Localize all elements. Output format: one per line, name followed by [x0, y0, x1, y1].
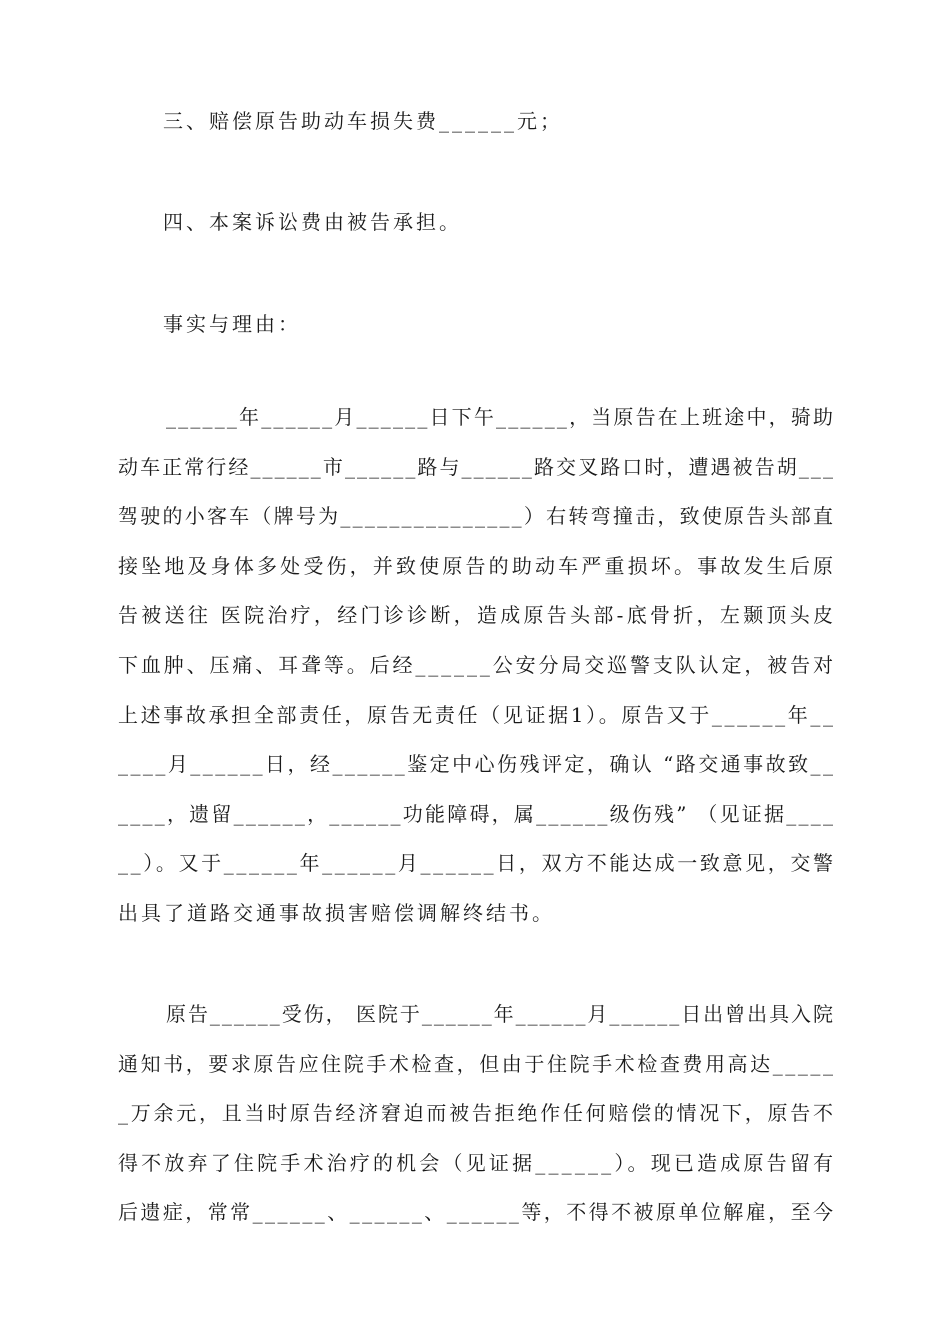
text-line: 接坠地及身体多处受伤，并致使原告的助动车严重损坏。事故发生后原: [118, 553, 837, 578]
text-line: 得不放弃了住院手术治疗的机会（见证据______）。现已造成原告留有: [118, 1150, 837, 1175]
claim-item-three: 三、赔偿原告助动车损失费______元；: [163, 109, 563, 133]
text-line: ______年______月______日下午______，当原告在上班途中，骑助: [166, 405, 836, 429]
claim-item-four: 四、本案诉讼费由被告承担。: [163, 210, 462, 234]
text-line: 上述事故承担全部责任，原告无责任（见证据1）。原告又于______年__: [118, 702, 836, 727]
text-line: 驾驶的小客车（牌号为_______________）右转弯撞击，致使原告头部直: [118, 504, 836, 529]
text-line: 出具了道路交通事故损害赔偿调解终结书。: [118, 900, 555, 925]
text-line: 告被送往 医院治疗，经门诊诊断，造成原告头部-底骨折，左颞顶头皮: [118, 603, 837, 628]
text-line: 后遗症，常常______、______、______等，不得不被原单位解雇，至今: [118, 1200, 836, 1225]
facts-paragraph-2: [118, 990, 837, 1238]
facts-heading: 事实与理由：: [163, 312, 301, 336]
text-line: _万余元，且当时原告经济窘迫而被告拒绝作任何赔偿的情况下，原告不: [118, 1101, 836, 1126]
text-line: __）。又于______年______月______日，双方不能达成一致意见，交警: [118, 851, 836, 876]
text-line: 动车正常行经______市______路与______路交叉路口时，遭遇被告胡___: [118, 454, 836, 479]
text-line: 下血肿、压痛、耳聋等。后经______公安分局交巡警支队认定，被告对: [118, 652, 836, 677]
facts-paragraph-1: [118, 393, 837, 939]
text-line: 原告______受伤， 医院于______年______月______日出曾出具入院: [166, 1002, 835, 1026]
text-line: ____，遗留______，______功能障碍，属______级伤残” （见证据____: [118, 801, 836, 826]
text-line: ____月______日，经______鉴定中心伤残评定，确认 “路交通事故致__: [118, 752, 836, 777]
text-line: 通知书，要求原告应住院手术检查，但由于住院手术检查费用高达_____: [118, 1051, 836, 1076]
